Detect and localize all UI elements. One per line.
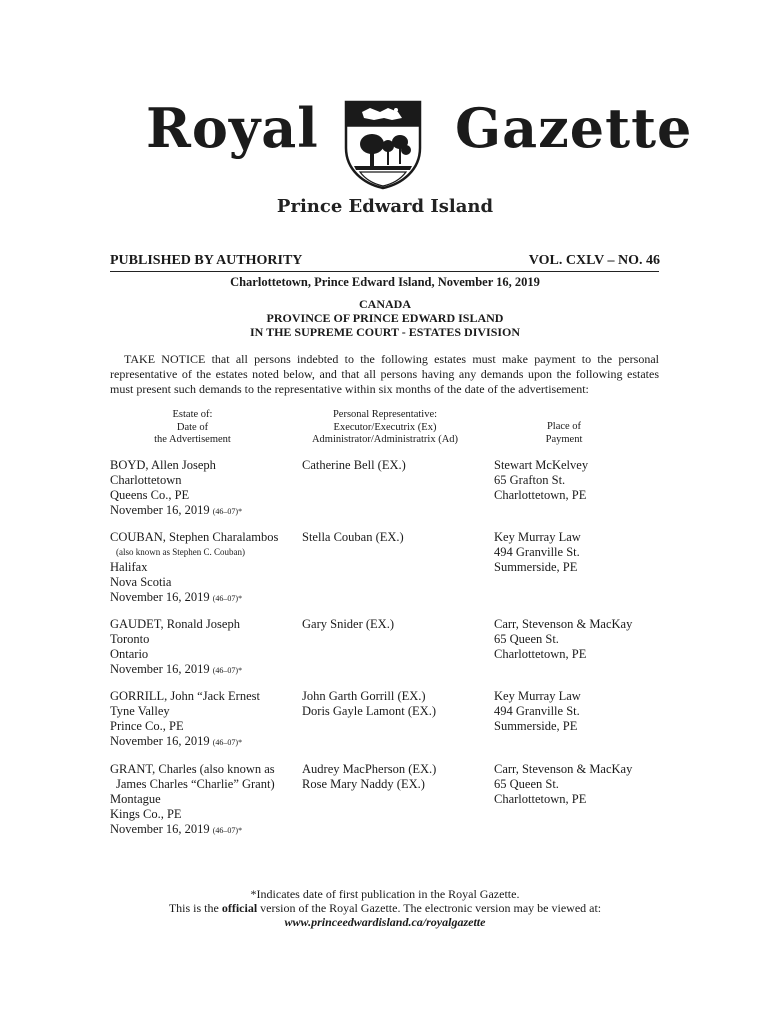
estate-payment: [494, 530, 659, 575]
published-by-authority: PUBLISHED BY AUTHORITY: [110, 253, 303, 268]
representative-name: John Garth Gorrill (EX.): [302, 689, 426, 703]
notice-paragraph: TAKE NOTICE that all persons indebted to the following estates must make payment to the personal representative of the estates noted below, and that all persons having any demands upon the following estates must present such demands to the representative within six months of the date of the advertisement:: [110, 352, 659, 396]
payment-line: Summerside, PE: [494, 560, 578, 574]
estate-date-value: November 16, 2019: [110, 662, 210, 676]
payment-line: Charlottetown, PE: [494, 488, 587, 502]
estate-code: (46–07)*: [212, 738, 243, 747]
column-header-payment: [504, 421, 624, 446]
column-header-line: Payment: [545, 433, 583, 445]
estate-name: COUBAN, Stephen Charalambos: [110, 530, 279, 544]
estate-date-value: November 16, 2019: [110, 590, 210, 604]
estate-aka: (also known as Stephen C. Couban): [116, 547, 245, 557]
estate-code: (46–07)*: [212, 666, 243, 675]
heading-country: CANADA: [359, 297, 411, 311]
representative-name: Rose Mary Naddy (EX.): [302, 777, 425, 791]
payment-line: 494 Granville St.: [494, 704, 580, 718]
column-header-line: Executor/Executrix (Ex): [333, 421, 437, 433]
gazette-url-link[interactable]: www.princeedwardisland.ca/royalgazette: [284, 915, 486, 929]
heading-court: IN THE SUPREME COURT - ESTATES DIVISION: [249, 325, 521, 339]
representative-name: Stella Couban (EX.): [302, 530, 404, 544]
masthead-left-word: Royal: [146, 96, 319, 160]
representative-name: Catherine Bell (EX.): [302, 458, 406, 472]
heading-province: PROVINCE OF PRINCE EDWARD ISLAND: [266, 311, 504, 325]
estate-date: [110, 734, 300, 750]
dateline: Charlottetown, Prince Edward Island, November 16, 2019: [230, 275, 540, 289]
payment-line: 494 Granville St.: [494, 545, 580, 559]
header-rule: [110, 271, 659, 272]
column-header-line: Place of: [546, 421, 582, 432]
payment-line: 65 Queen St.: [494, 632, 559, 646]
estate-representatives: [302, 617, 492, 632]
estate-locality: Prince Co., PE: [110, 719, 184, 733]
column-header-line: Date of: [176, 421, 209, 433]
estate-entry: [110, 530, 300, 606]
estate-date: [110, 822, 300, 838]
estate-locality: Halifax: [110, 560, 148, 574]
payment-line: Stewart McKelvey: [494, 458, 589, 472]
official-version-line: [0, 901, 770, 915]
estate-locality: Kings Co., PE: [110, 807, 182, 821]
estate-date: [110, 503, 300, 519]
estate-locality: Charlottetown: [110, 473, 182, 487]
masthead-right-word: Gazette: [455, 96, 693, 160]
column-header-line: Administrator/Administratrix (Ad): [311, 434, 459, 445]
payment-line: Summerside, PE: [494, 719, 578, 733]
estate-entry: [110, 762, 300, 838]
official-word: official: [221, 901, 258, 915]
payment-line: Key Murray Law: [494, 530, 581, 544]
estate-locality: Toronto: [110, 632, 150, 646]
estate-code: (46–07)*: [212, 594, 243, 603]
official-line-text: This is the: [168, 901, 222, 915]
payment-line: Carr, Stevenson & MacKay: [494, 762, 633, 776]
estate-locality: Ontario: [110, 647, 149, 661]
estate-code: (46–07)*: [212, 826, 243, 835]
official-line-text: version of the Royal Gazette. The electronic version may be viewed at:: [257, 901, 602, 915]
estate-payment: [494, 762, 659, 807]
estate-representatives: [302, 762, 492, 792]
footer: [0, 887, 770, 929]
column-header-line: Estate of:: [172, 409, 213, 420]
representative-name: Audrey MacPherson (EX.): [302, 762, 437, 776]
representative-name: Doris Gayle Lamont (EX.): [302, 704, 436, 718]
column-header-line: Personal Representative:: [332, 409, 438, 420]
estate-date-value: November 16, 2019: [110, 503, 210, 517]
estate-payment: [494, 689, 659, 734]
representative-name: Gary Snider (EX.): [302, 617, 394, 631]
estate-representatives: [302, 689, 492, 719]
estate-entry: [110, 458, 300, 519]
column-header-line: the Advertisement: [154, 434, 231, 445]
estate-code: (46–07)*: [212, 507, 243, 516]
footnote: *Indicates date of first publication in the Royal Gazette.: [250, 887, 520, 901]
volume-number: VOL. CXLV – NO. 46: [528, 253, 660, 268]
estate-entry: [110, 689, 300, 750]
estate-name: GAUDET, Ronald Joseph: [110, 617, 240, 631]
estate-payment: [494, 617, 659, 662]
estate-date-value: November 16, 2019: [110, 734, 210, 748]
payment-line: Key Murray Law: [494, 689, 581, 703]
estate-representatives: [302, 458, 492, 473]
payment-line: Carr, Stevenson & MacKay: [494, 617, 633, 631]
estate-name: GORRILL, John “Jack Ernest: [110, 689, 260, 703]
column-header-representative: [295, 409, 475, 447]
estate-locality: Nova Scotia: [110, 575, 172, 589]
estate-name: GRANT, Charles (also known as: [110, 762, 275, 776]
estate-locality: Queens Co., PE: [110, 488, 190, 502]
estate-name-continued: James Charles “Charlie” Grant): [116, 777, 275, 791]
masthead-subtitle: Prince Edward Island: [276, 196, 494, 217]
payment-line: Charlottetown, PE: [494, 792, 587, 806]
estate-date-value: November 16, 2019: [110, 822, 210, 836]
coat-of-arms-icon: [340, 98, 426, 190]
estate-date: [110, 662, 300, 678]
estate-payment: [494, 458, 659, 503]
estate-locality: Montague: [110, 792, 161, 806]
payment-line: Charlottetown, PE: [494, 647, 587, 661]
column-header-estate: [130, 409, 255, 447]
estate-representatives: [302, 530, 492, 545]
estate-entry: [110, 617, 300, 678]
payment-line: 65 Queen St.: [494, 777, 559, 791]
payment-line: 65 Grafton St.: [494, 473, 566, 487]
estate-name: BOYD, Allen Joseph: [110, 458, 216, 472]
estate-locality: Tyne Valley: [110, 704, 170, 718]
estate-date: [110, 590, 300, 606]
